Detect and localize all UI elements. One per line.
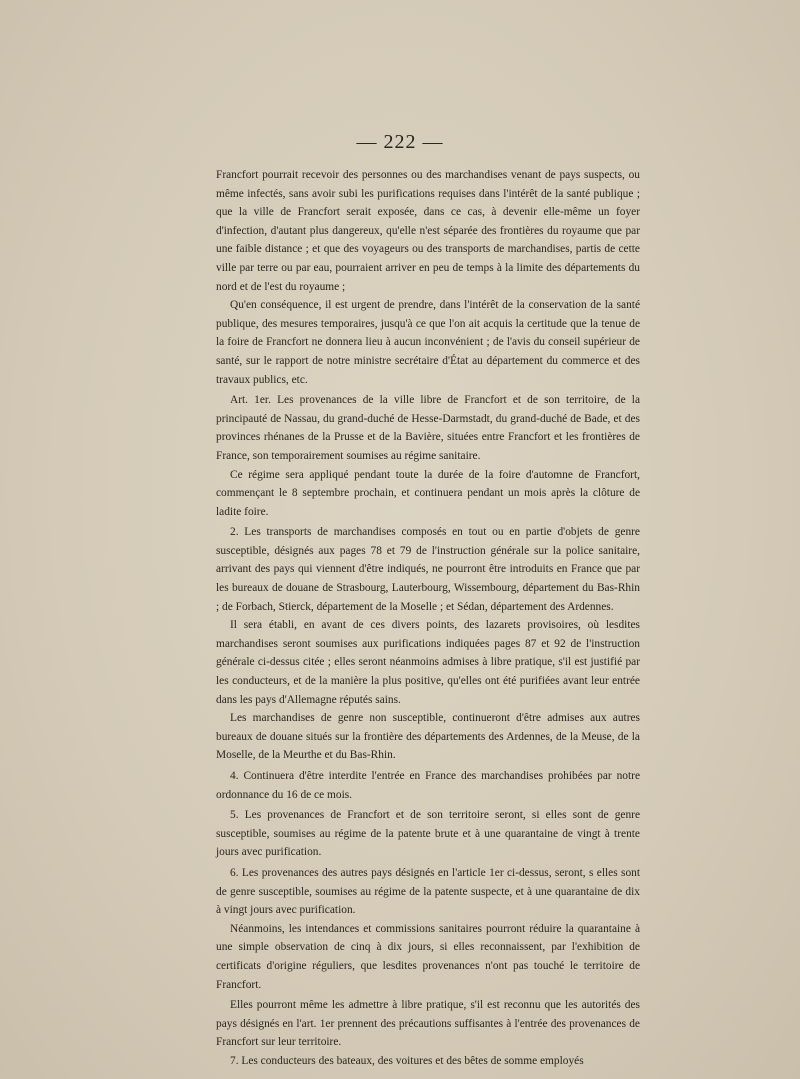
paragraph: 6. Les provenances des autres pays désignés en l'article 1er ci-dessus, seront, s elles sont de genre susceptible, soumises au régime de la patente suspecte, et à une quarantaine de dix à vingt jours avec purification. <box>216 866 640 917</box>
paragraph: 5. Les provenances de Francfort et de son territoire seront, si elles sont de genre susceptible, soumises au régime de la patente brute et à une quarantaine de vingt à trente jours avec purification. <box>216 809 640 859</box>
paragraph: 7. Les conducteurs des bateaux, des voitures et des bêtes de somme employés <box>230 1054 584 1067</box>
paragraph: Ce régime sera appliqué pendant toute la durée de la foire d'automne de Francfort, commençant le 8 septembre prochain, et continuera pendant un mois après la clôture de ladite foire. <box>216 468 640 518</box>
page-number: — 222 — <box>356 131 444 153</box>
body-text <box>216 166 640 1071</box>
paragraph: Les marchandises de genre non susceptible, continueront d'être admises aux autres bureaux de douane situés sur la frontière des départements des Ardennes, de la Meuse, de la Moselle, de la Meurthe et du Bas-Rhin. <box>216 712 640 762</box>
paragraph: Elles pourront même les admettre à libre pratique, s'il est reconnu que les autorités des pays désignés en l'art. 1er prennent des précautions suffisantes à l'entrée des provenances de Francfort sur leur territoire. <box>216 999 640 1049</box>
paragraph: Néanmoins, les intendances et commissions sanitaires pourront réduire la quarantaine à une simple observation de cinq à dix jours, si elles reconnaissent, par l'exhibition de certificats d'origine réguliers, que lesdites provenances n'ont pas touché le territoire de Francfort. <box>216 922 640 991</box>
paragraph: 2. Les transports de marchandises composés en tout ou en partie d'objets de genre susceptible, désignés aux pages 78 et 79 de l'instruction générale sur la police sanitaire, arrivant des pays qui viennent d'être indiqués, ne pourront être introduits en France que par les bureaux de douane de Strasbourg, Lauterbourg, Wissembourg, département du Bas-Rhin ; de Forbach, Stierck, département de la Moselle ; et Sédan, département des Ardennes. <box>216 526 640 613</box>
paragraph: Il sera établi, en avant de ces divers points, des lazarets provisoires, où lesdites marchandises seront soumises aux purifications indiquées pages 87 et 92 de l'instruction générale ci-dessus citée ; elles seront néanmoins admises à libre pratique, s'il est justifié par les conducteurs, et de la manière la plus positive, qu'elles ont été purifiées avant leur entrée dans les pays d'Allemagne réputés sains. <box>216 619 640 706</box>
paragraph: Francfort pourrait recevoir des personnes ou des marchandises venant de pays suspects, ou même infectés, sans avoir subi les purifications requises dans l'intérêt de la santé publique ; que la ville de Francfort serait exposée, dans ce cas, à devenir elle-même un foyer d'infection, d'autant plus dangereux, qu'elle n'est séparée des frontières du royaume que par une faible distance ; et que des voyageurs ou des transports de marchandises, partis de cette ville par terre ou par eau, pourraient arriver en peu de temps à la limite des départements du nord et de l'est du royaume ; <box>216 169 640 293</box>
paragraph: Art. 1er. Les provenances de la ville libre de Francfort et de son territoire, de la principauté de Nassau, du grand-duché de Hesse-Darmstadt, du grand-duché de Bade, et des provinces rhénanes de la Prusse et de la Bavière, situées entre Francfort et les frontières de France, son temporairement soumises au régime sanitaire. <box>216 394 640 462</box>
paragraph: Qu'en conséquence, il est urgent de prendre, dans l'intérêt de la conservation de la santé publique, des mesures temporaires, jusqu'à ce que l'on ait acquis la certitude que la tenue de la foire de Francfort ne donnera lieu à aucun inconvénient ; de l'avis du conseil supérieur de santé, sur le rapport de notre ministre secrétaire d'État au département du commerce et des travaux publics, etc. <box>216 299 640 386</box>
paragraph: 4. Continuera d'être interdite l'entrée en France des marchandises prohibées par notre ordonnance du 16 de ce mois. <box>216 770 640 801</box>
